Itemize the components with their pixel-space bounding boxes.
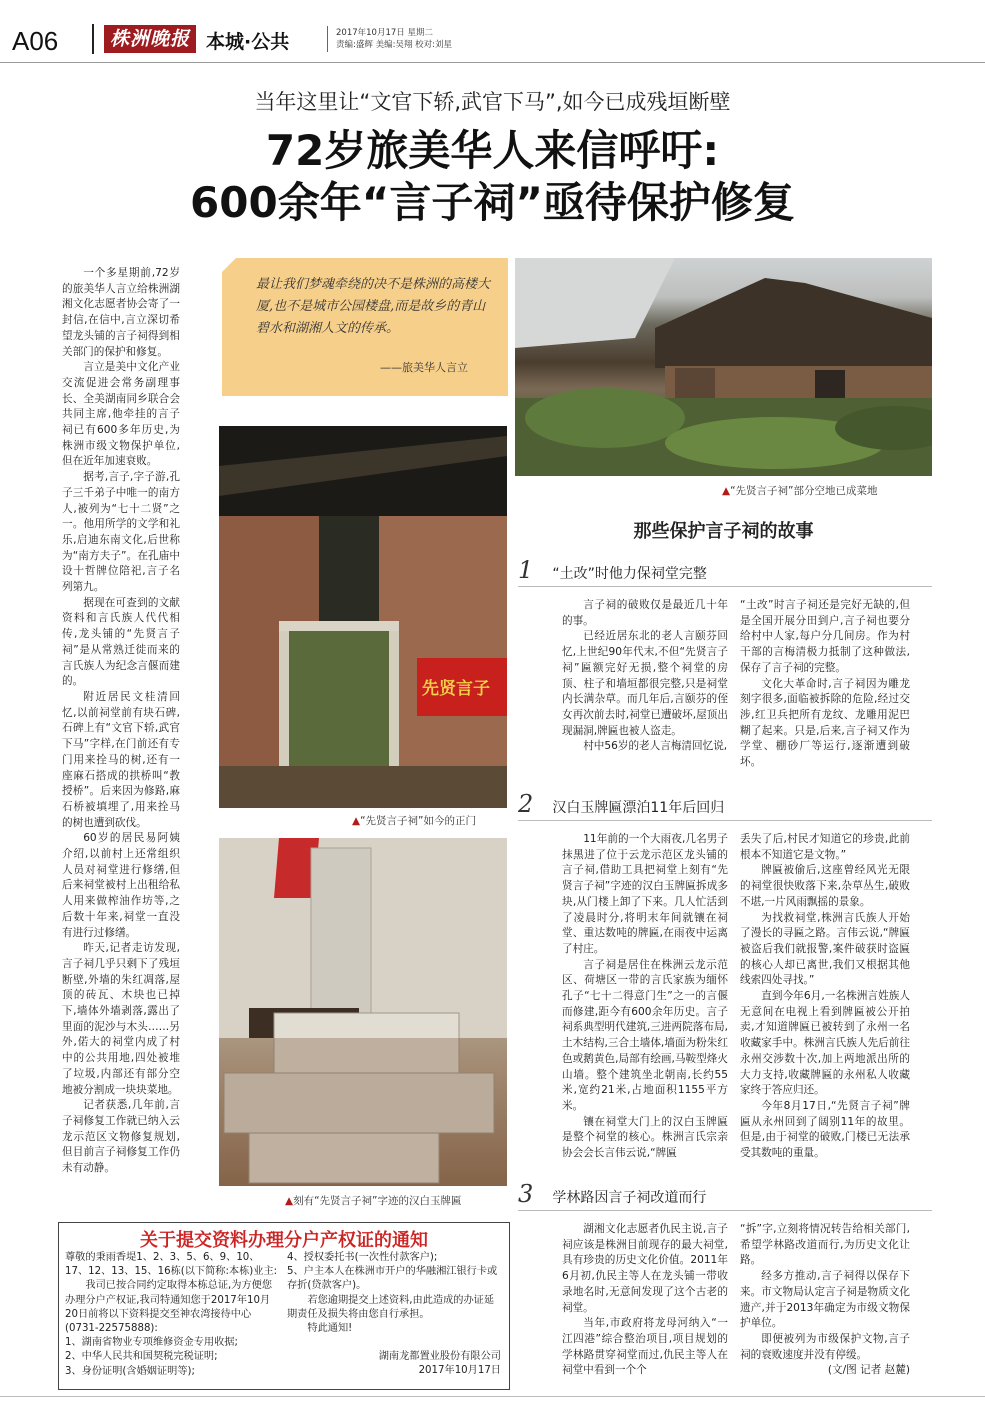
byline: (文/图 记者 赵麓) bbox=[827, 1364, 910, 1377]
pull-quote-box bbox=[222, 258, 508, 396]
paragraph: 为找救祠堂,株洲言氏族人开始了漫长的寻匾之路。言伟云说,“牌匾被盗后我们就报警,案件破获时盗匾的核心人却已离世,我们又根据其他线索四处寻找。” bbox=[740, 911, 910, 987]
story-1-header bbox=[518, 556, 932, 584]
paragraph: 言子祠的破败仅是最近几十年的事。 bbox=[562, 599, 728, 627]
notice-signature: 湖南龙都置业股份有限公司 bbox=[378, 1351, 501, 1363]
section-name: 本城·公共 bbox=[206, 31, 290, 53]
story-number: 1 bbox=[518, 556, 534, 584]
notice-line: 3、身份证明(含婚姻证明等); bbox=[65, 1365, 195, 1377]
photo-ruined-hall-vegetable-plot bbox=[515, 258, 932, 476]
masthead-rule bbox=[0, 62, 985, 63]
story-1-col-b bbox=[740, 598, 910, 771]
caption-plaque-photo: ▲刻有“先贤言子祠”字迹的汉白玉牌匾 bbox=[285, 1195, 462, 1207]
notice-line: 我司已按合同约定取得本栋总证,为方便您办理分户产权证,我司特通知您于2017年10月20日前将以下资料提交至神农湾接待中心(0731-22575888): bbox=[65, 1280, 273, 1335]
notice-line: 尊敬的秉雨香堤1、2、3、5、6、9、10、17、12、13、15、16栋(以下简称:本栋)业主: bbox=[65, 1252, 278, 1278]
story-number: 3 bbox=[518, 1180, 534, 1208]
story-2-col-a bbox=[562, 832, 728, 1162]
paragraph: “拆”字,立刻将情况转告给相关部门,希望学林路改道而行,为历史文化让路。 bbox=[740, 1223, 910, 1267]
paragraph: 附近居民文桂清回忆,以前祠堂前有块石碑,石碑上有“文官下轿,武官下马”字样,在门前还有专门用来拴马的树,还有一座麻石搭成的拱桥叫“教授桥”。后来因为修路,麻石桥被填埋了,用来拴马的树也遭到砍伐。 bbox=[62, 690, 180, 829]
notice-line: 特此通知! bbox=[307, 1323, 353, 1335]
paragraph: 60岁的居民易阿姨介绍,以前村上还常组织人员对祠堂进行修缮,但后来祠堂被村上出租给私人用来做榨油作坊等,之后数十年来,祠堂一直没有进行过修缮。 bbox=[62, 832, 180, 939]
caption-triangle-icon: ▲ bbox=[285, 1195, 294, 1207]
paragraph: 直到今年6月,一名株洲言姓族人无意间在电视上看到牌匾被公开拍卖,才知道牌匾已被转到了永州一名收藏家手中。株洲言氏族人先后前往永州交涉数十次,加上两地派出所的大力支持,收藏牌匾的永州私人收藏家终于答应归还。 bbox=[740, 990, 910, 1097]
gate-illustration bbox=[219, 426, 507, 808]
notice-line: 若您逾期提交上述资料,由此造成的办证延期责任及损失将由您自行承担。 bbox=[287, 1294, 495, 1320]
story-3-header bbox=[518, 1180, 932, 1208]
masthead-info bbox=[336, 27, 452, 51]
footer-rule bbox=[0, 1396, 985, 1397]
paragraph: 湖湘文化志愿者仇民主说,言子祠应该是株洲目前现存的最大祠堂,具有珍贵的历史文化价值。2011年6月初,仇民主等人在龙头铺一带收录地名时,无意间发现了这个古老的祠堂。 bbox=[562, 1223, 728, 1314]
editors-credit: 责编:盛辉 美编:吴翔 校对:刘星 bbox=[336, 40, 452, 50]
paragraph: 昨天,记者走访发现,言子祠几乎只剩下了残垣断壁,外墙的朱红凋落,屋顶的砖瓦、木块也已掉下,墙体外墙剥落,露出了里面的泥沙与木头……另外,偌大的祠堂内成了村中的公共用地,四处被堆了垃圾,内部还有部分空地被分割成一块块菜地。 bbox=[62, 942, 180, 1096]
property-notice-box bbox=[58, 1222, 510, 1390]
paragraph: 言立是美中文化产业交流促进会常务副理事长、全美湖南同乡联合会共同主席,他牵挂的言子祠已有600多年历史,为株洲市级文物保护单位,但在近年加速衰败。 bbox=[62, 361, 180, 468]
notice-col-b bbox=[287, 1251, 501, 1379]
issue-date: 2017年10月17日 星期二 bbox=[336, 28, 433, 38]
quote-corner-notch bbox=[222, 258, 236, 272]
notice-title: 关于提交资料办理分户产权证的通知 bbox=[140, 1230, 428, 1251]
notice-line: 2、中华人民共和国契税完税证明; bbox=[65, 1351, 218, 1363]
masthead-divider bbox=[92, 24, 94, 54]
caption-gate-photo: ▲“先贤言子祠”如今的正门 bbox=[352, 815, 476, 827]
photo-ancestral-hall-gate bbox=[219, 426, 507, 808]
story-title: 汉白玉牌匾漂泊11年后回归 bbox=[552, 800, 725, 816]
paragraph: 镶在祠堂大门上的汉白玉牌匾是整个祠堂的核心。株洲言氏宗亲协会会长言伟云说,“牌匾 bbox=[562, 1115, 728, 1160]
photo-marble-plaque bbox=[219, 838, 507, 1186]
caption-triangle-icon: ▲ bbox=[722, 485, 731, 497]
headline-title-line-1: 72岁旅美华人来信呼吁: bbox=[265, 126, 720, 175]
story-3-rule bbox=[518, 1210, 932, 1211]
story-title: “土改”时他力保祠堂完整 bbox=[552, 566, 707, 582]
newspaper-logo: 株洲晚报 bbox=[104, 25, 196, 53]
story-number: 2 bbox=[518, 790, 534, 818]
page-number: A06 bbox=[12, 26, 59, 56]
banner-sign-text: 先贤言子 bbox=[422, 679, 490, 699]
pull-quote-text: 最让我们梦魂牵绕的决不是株洲的高楼大厦,也不是城市公园楼盘,而是故乡的青山碧水和湖湘人文的传承。 bbox=[256, 277, 491, 336]
caption-right-photo: ▲“先贤言子祠”部分空地已成菜地 bbox=[722, 485, 878, 497]
story-2-rule bbox=[518, 820, 932, 821]
story-3-col-b bbox=[740, 1222, 910, 1379]
plaque-illustration bbox=[219, 838, 507, 1186]
story-3-col-a bbox=[562, 1222, 728, 1379]
notice-line: 5、户主本人在株洲市开户的华融湘江银行卡或存折(贷款客户)。 bbox=[287, 1266, 498, 1292]
paragraph: 言子祠是居住在株洲云龙示范区、荷塘区一带的言氏家族为缅怀孔子“七十二得意门生”之一的言偃而修建,距今有600余年历史。言子祠系典型明代建筑,三进两院落布局,土木结构,三合土墙体,墙面为粉朱红色或鹅黄色,局部有绘画,马鞍型烽火山墙。整个建筑坐北朝南,长约55米,宽约21米,占地面积1155平方米。 bbox=[562, 958, 728, 1112]
pull-quote-source: ——旅美华人言立 bbox=[380, 361, 468, 374]
paragraph: 据现在可查到的文献资料和言氏族人代代相传,龙头铺的“先贤言子祠”是从常熟迁徙而来的言氏族人为纪念言偃而建的。 bbox=[62, 596, 180, 688]
masthead-divider-2 bbox=[327, 26, 328, 52]
paragraph: 11年前的一个大雨夜,几名男子抹黑进了位于云龙示范区龙头铺的言子祠,借助工具把祠堂上刻有“先贤言子祠”字迹的汉白玉牌匾拆成多块,从门楼上卸了下来。几人忙活到了凌晨时分,将明末年间就镶在祠堂、重达数吨的牌匾,在雨夜中运离了村庄。 bbox=[562, 833, 728, 955]
paragraph: 村中56岁的老人言梅清回忆说, bbox=[583, 740, 728, 753]
paragraph: 今年8月17日,“先贤言子祠”牌匾从永州回到了阔别11年的故里。但是,由于祠堂的破败,门楼已无法承受其数吨的重量。 bbox=[740, 1099, 910, 1160]
story-2-col-b bbox=[740, 832, 910, 1162]
story-1-rule bbox=[518, 586, 932, 587]
paragraph: “土改”时言子祠还是完好无缺的,但是全国开展分田到户,言子祠也要分给村中人家,每户分几间房。作为村干部的言梅清极力抵制了这种做法,保存了言子祠的完整。 bbox=[740, 599, 910, 674]
story-title: 学林路因言子祠改道而行 bbox=[552, 1190, 707, 1206]
notice-date: 2017年10月17日 bbox=[418, 1365, 501, 1377]
paragraph: 丢失了后,村民才知道它的珍贵,此前根本不知道它是文物。” bbox=[740, 833, 910, 861]
headline-kicker: 当年这里让“文官下轿,武官下马”,如今已成残垣断壁 bbox=[254, 90, 731, 114]
notice-line: 4、授权委托书(一次性付款客户); bbox=[287, 1252, 438, 1263]
story-1-col-a bbox=[562, 598, 728, 755]
notice-col-a bbox=[65, 1251, 279, 1379]
paragraph: 已经近居东北的老人言颐芬回忆,上世纪90年代末,不但“先贤言子祠”匾额完好无损,整个祠堂的房顶、柱子和墙垣都很完整,只是祠堂内长满杂草。而几年后,言颐芬的侄女再次前去时,祠堂已遭破坏,屋顶出现漏洞,牌匾也被人盗走。 bbox=[562, 630, 728, 737]
ruins-landscape-illustration bbox=[515, 258, 932, 476]
left-column-text bbox=[62, 266, 180, 1177]
story-2-header bbox=[518, 790, 932, 818]
paragraph: 据考,言子,字子游,孔子三千弟子中唯一的南方人,被列为“七十二贤”之一。他用所学的文学和礼乐,启迪东南文化,后世称为“南方夫子”。在孔庙中设十哲牌位陪祀,言子名列第九。 bbox=[62, 471, 180, 594]
paragraph: 当年,市政府将龙母河纳入“一江四港”综合整治项目,项目规划的学林路贯穿祠堂而过,仇民主等人在祠堂中看到一个个 bbox=[562, 1317, 728, 1377]
paragraph: 即便被列为市级保护文物,言子祠的衰败速度并没有停缓。 bbox=[740, 1332, 910, 1361]
paragraph: 记者获悉,几年前,言子祠修复工作就已纳入云龙示范区文物修复规划,但目前言子祠修复工作仍未有动静。 bbox=[62, 1099, 180, 1175]
paragraph: 一个多星期前,72岁的旅美华人言立给株洲湖湘文化志愿者协会寄了一封信,在信中,言立深切希望龙头铺的言子祠得到相关部门的保护和修复。 bbox=[62, 267, 180, 358]
paragraph: 文化大革命时,言子祠因为雕龙刻字很多,面临被拆除的危险,经过交涉,红卫兵把所有龙纹、龙雕用泥巴糊了起来。只是,后来,言子祠又作为学堂、棚砂厂等运行,逐渐遭到破坏。 bbox=[740, 677, 910, 769]
paragraph: 牌匾被偷后,这座曾经风光无限的祠堂很快败落下来,杂草丛生,破败不堪,一片风雨飘摇的景象。 bbox=[740, 864, 910, 908]
notice-line: 1、湖南省物业专项维修资金专用收据; bbox=[65, 1337, 238, 1349]
caption-triangle-icon: ▲ bbox=[352, 815, 361, 827]
headline-title-line-2: 600余年“言子祠”亟待保护修复 bbox=[190, 178, 795, 227]
section-heading: 那些保护言子祠的故事 bbox=[633, 521, 814, 542]
paragraph: 经多方推动,言子祠得以保存下来。市文物局认定言子祠是物质文化遗产,并于2013年确定为市级文物保护单位。 bbox=[740, 1270, 910, 1330]
